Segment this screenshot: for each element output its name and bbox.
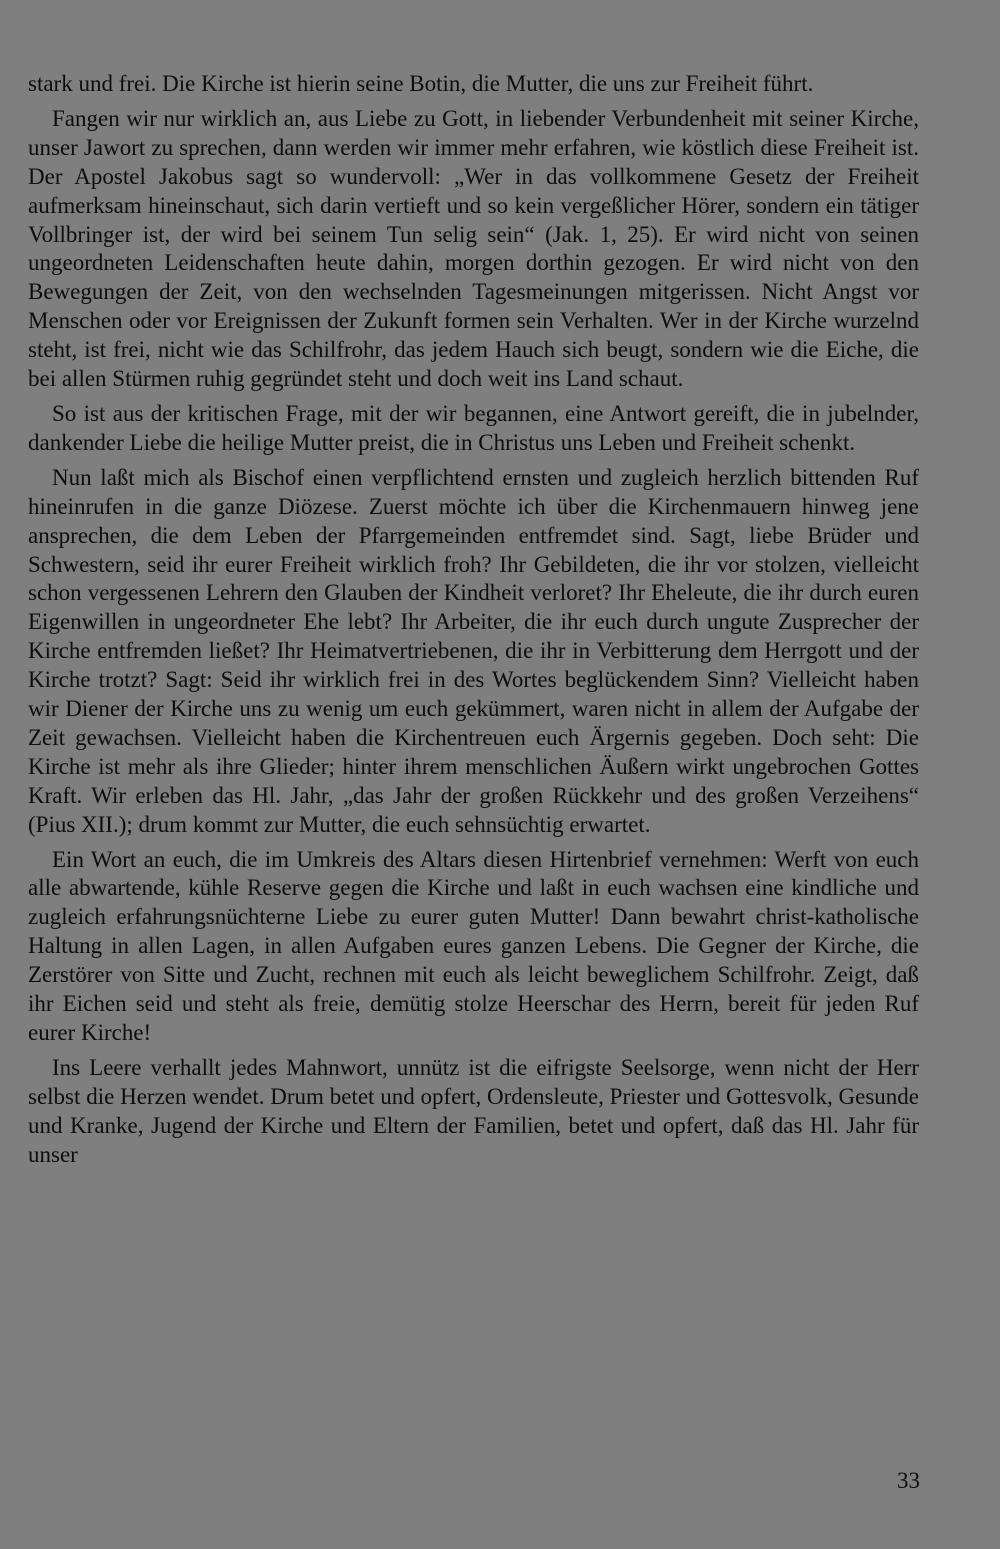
page-body	[28, 70, 919, 1176]
page-number: 33	[897, 1468, 920, 1493]
paragraph-ruf: Nun laßt mich als Bischof einen verpflichtend ernsten und zugleich herzlich bittenden Ruf hineinrufen in die ganze Diözese. Zuerst möchte ich über die Kirchenmauern hinweg jene ansprechen, die dem Leben der Pfarrgemeinden entfremdet sind. Sagt, liebe Brüder und Schwestern, seid ihr eurer Freiheit wirklich froh? Ihr Gebildeten, die ihr vor stolzen, vielleicht schon vergessenen Lehrern den Glauben der Kindheit verloret? Ihr Eheleute, die ihr durch euren Eigenwillen in ungeordneter Ehe lebt? Ihr Arbeiter, die ihr euch durch ungute Zusprecher der Kirche entfremden ließet? Ihr Heimatvertriebenen, die ihr in Verbitterung dem Herrgott und der Kirche trotzt? Sagt: Seid ihr wirklich frei in des Wortes beglückendem Sinn? Vielleicht haben wir Diener der Kirche uns zu wenig um euch gekümmert, waren nicht in allem der Aufgabe der Zeit gewachsen. Vielleicht haben die Kirchentreuen euch Ärgernis gegeben. Doch seht: Die Kirche ist mehr als ihre Glieder; hinter ihrem menschlichen Äußern wirkt ungebrochen Gottes Kraft. Wir erleben das Hl. Jahr, „das Jahr der großen Rückkehr und des großen Verzeihens“ (Pius XII.); drum kommt zur Mutter, die euch sehnsüchtig erwartet.	[28, 464, 919, 837]
paragraph-altar: Ein Wort an euch, die im Umkreis des Altars diesen Hirtenbrief vernehmen: Werft von euch alle abwartende, kühle Reserve gegen die Kirche und laßt in euch wachsen eine kindliche und zugleich erfahrungsnüchterne Liebe zu eurer guten Mutter! Dann bewahrt christ-katholische Haltung in allen Lagen, in allen Aufgaben eures ganzen Lebens. Die Gegner der Kirche, die Zerstörer von Sitte und Zucht, rechnen mit euch als leicht beweglichem Schilfrohr. Zeigt, daß ihr Eichen seid und steht als freie, demütig stolze Heerschar des Herrn, bereit für jeden Ruf eurer Kirche!	[28, 846, 919, 1045]
paragraph-antwort: So ist aus der kritischen Frage, mit der wir begannen, eine Antwort gereift, die in jubelnder, dankender Liebe die heilige Mutter preist, die in Christus uns Leben und Freiheit schenkt.	[28, 400, 919, 455]
paragraph-freiheit: Fangen wir nur wirklich an, aus Liebe zu Gott, in liebender Verbundenheit mit seiner Kirche, unser Jawort zu sprechen, dann werden wir immer mehr erfahren, wie köstlich diese Freiheit ist. Der Apostel Jakobus sagt so wundervoll: „Wer in das vollkommene Gesetz der Freiheit aufmerksam hineinschaut, sich darin vertieft und so kein vergeßlicher Hörer, sondern ein tätiger Vollbringer ist, der wird bei seinem Tun selig sein“ (Jak. 1, 25). Er wird nicht von seinen ungeordneten Leidenschaften heute dahin, morgen dorthin gezogen. Er wird nicht von den Bewegungen der Zeit, von den wechselnden Tagesmeinungen mitgerissen. Nicht Angst vor Menschen oder vor Ereignissen der Zukunft formen sein Verhalten. Wer in der Kirche wurzelnd steht, ist frei, nicht wie das Schilfrohr, das jedem Hauch sich beugt, sondern wie die Eiche, die bei allen Stürmen ruhig gegründet steht und doch weit ins Land schaut.	[28, 105, 919, 392]
paragraph-continued: stark und frei. Die Kirche ist hierin seine Botin, die Mutter, die uns zur Freiheit führt.	[28, 71, 814, 96]
paragraph-mahnwort: Ins Leere verhallt jedes Mahnwort, unnütz ist die eifrigste Seelsorge, wenn nicht der Herr selbst die Herzen wendet. Drum betet und opfert, Ordensleute, Priester und Gottesvolk, Gesunde und Kranke, Jugend der Kirche und Eltern der Familien, betet und opfert, daß das Hl. Jahr für unser	[28, 1054, 919, 1167]
